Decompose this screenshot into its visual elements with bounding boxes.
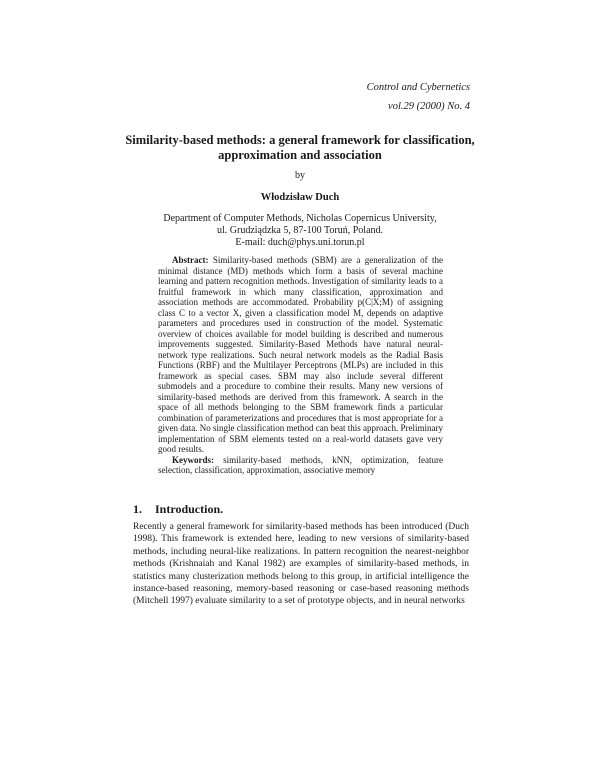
by-line: by — [295, 170, 305, 181]
abstract-text: Similarity-based methods (SBM) are a generalization of the minimal distance (MD) methods which form a basis of several machine learning and pattern recognition methods. Investigation of similarity leads to a fruitful framework in which many classification, approximation and association methods are accommodated. Probability p(C|X;M) of assigning class C to a vector X, given a classification model M, depends on adaptive parameters and procedures used in construction of the model. Systematic overview of choices available for model building is described and numerous improvements suggested. Similarity-Based Methods have natural neural-network type realizations. Such neural network models as the Radial Basis Functions (RBF) and the Multilayer Perceptrons (MLPs) are included in this framework as special cases. SBM may also include several different submodels and a procedure to combine their results. Many new versions of similarity-based methods are derived from this framework. A search in the space of all methods belonging to the SBM framework finds a particular combination of parameterizations and procedures that is most appropriate for a given data. No single classification method can beat this approach. Preliminary implementation of SBM elements tested on a real-world datasets gave very good results. — [158, 255, 444, 454]
abstract-label: Abstract: — [172, 255, 209, 265]
affiliation-line-2: ul. Grudziądzka 5, 87-100 Toruń, Poland. — [216, 225, 384, 236]
paper-title — [110, 133, 490, 163]
abstract — [158, 255, 443, 476]
affiliation-email: E-mail: duch@phys.uni.torun.pl — [235, 237, 365, 248]
paper-title-line-2: approximation and association — [218, 148, 382, 162]
section-title: Introduction. — [155, 502, 224, 516]
keywords-paragraph — [158, 455, 443, 476]
introduction-paragraph: Recently a general framework for similarity-based methods has been introduced (Duch 1998). This framework is extended here, leading to new versions of similarity-based methods, including neural-like realizations. In pattern recognition the nearest-neighbor methods (Krishnaiah and Kanal 1982) are examples of similarity-based methods, in statistics many clusterization methods belong to this group, in artificial intelligence the instance-based reasoning, memory-based reasoning or case-based reasoning methods (Mitchell 1997) evaluate similarity to a set of prototype objects, and in neural networks — [133, 522, 469, 607]
affiliation-line-1: Department of Computer Methods, Nicholas Copernicus University, — [163, 213, 437, 224]
keywords-text: similarity-based methods, kNN, optimization, feature selection, classification, approximation, associative memory — [158, 454, 443, 475]
journal-name: Control and Cybernetics — [366, 82, 470, 93]
abstract-paragraph — [158, 255, 443, 455]
keywords-label: Keywords: — [172, 454, 214, 465]
journal-issue: vol.29 (2000) No. 4 — [388, 101, 470, 112]
affiliation — [130, 213, 470, 249]
paper-title-line-1: Similarity-based methods: a general framework for classification, — [125, 133, 475, 147]
section-body — [133, 521, 469, 608]
section-number: 1. — [133, 502, 142, 516]
author-name: Włodzisław Duch — [260, 192, 340, 203]
section-heading — [133, 502, 223, 517]
